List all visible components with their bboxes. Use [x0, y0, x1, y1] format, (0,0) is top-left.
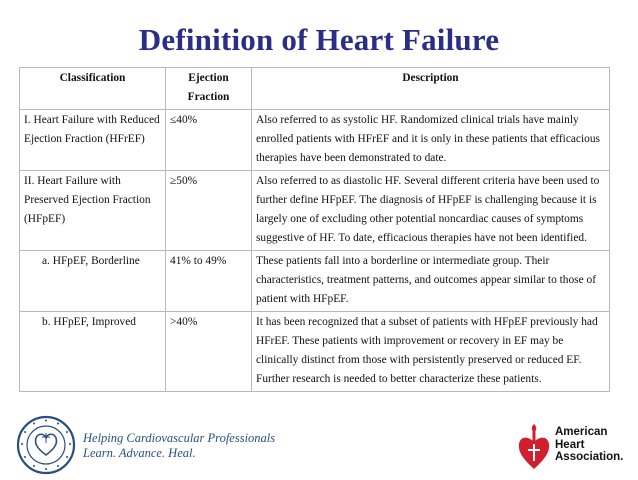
- table-row: [20, 312, 610, 392]
- table-row: [20, 171, 610, 251]
- aha-line-2: Heart: [555, 438, 585, 451]
- tagline-line-1: Helping Cardiovascular Professionals: [83, 431, 276, 445]
- aha-line-3: Association.: [555, 451, 624, 463]
- classification-cell: a. HFpEF, Borderline: [20, 251, 166, 312]
- ef-cell: ≤40%: [166, 110, 252, 171]
- description-cell: These patients fall into a borderline or intermediate group. Their characteristics, treatment patterns, and outcomes appear similar to those of patient with HFpEF.: [252, 251, 610, 312]
- table-row: [20, 110, 610, 171]
- classification-cell: II. Heart Failure with Preserved Ejection Fraction (HFpEF): [20, 171, 166, 251]
- header-ejection-fraction: Ejection Fraction: [166, 68, 252, 110]
- tagline-line-2: Learn. Advance. Heal.: [83, 446, 196, 460]
- classification-cell: b. HFpEF, Improved: [20, 312, 166, 392]
- aha-logo: [517, 423, 627, 473]
- description-cell: Also referred to as systolic HF. Randomized clinical trials have mainly enrolled patients with HFrEF and it is only in these patients that efficacious therapies have been demonstrated to date.: [252, 110, 610, 171]
- description-cell: Also referred to as diastolic HF. Several different criteria have been used to further define HFpEF. The diagnosis of HFpEF is challenging because it is largely one of excluding other potential noncardiac causes of symptoms suggestive of HF. To date, efficacious therapies have not been identified.: [252, 171, 610, 251]
- aha-wordmark: [555, 426, 623, 464]
- acc-tagline: [83, 431, 275, 461]
- ef-cell: 41% to 49%: [166, 251, 252, 312]
- aha-line-1: American: [555, 426, 608, 438]
- page-title: Definition of Heart Failure: [138, 22, 500, 57]
- table-header-row: [20, 68, 610, 110]
- heart-torch-icon: [517, 423, 551, 471]
- table-row: [20, 251, 610, 312]
- description-cell: It has been recognized that a subset of patients with HFpEF previously had HFrEF. These patients with improvement or recovery in EF may be clinically distinct from those with persistently preserved or reduced EF. Further research is needed to better characterize these patients.: [252, 312, 610, 392]
- acc-seal-logo: [16, 415, 76, 475]
- header-description: Description: [252, 68, 610, 110]
- ef-cell: ≥50%: [166, 171, 252, 251]
- classification-cell: I. Heart Failure with Reduced Ejection Fraction (HFrEF): [20, 110, 166, 171]
- header-classification: Classification: [20, 68, 166, 110]
- ef-cell: >40%: [166, 312, 252, 392]
- definition-table: [19, 67, 610, 392]
